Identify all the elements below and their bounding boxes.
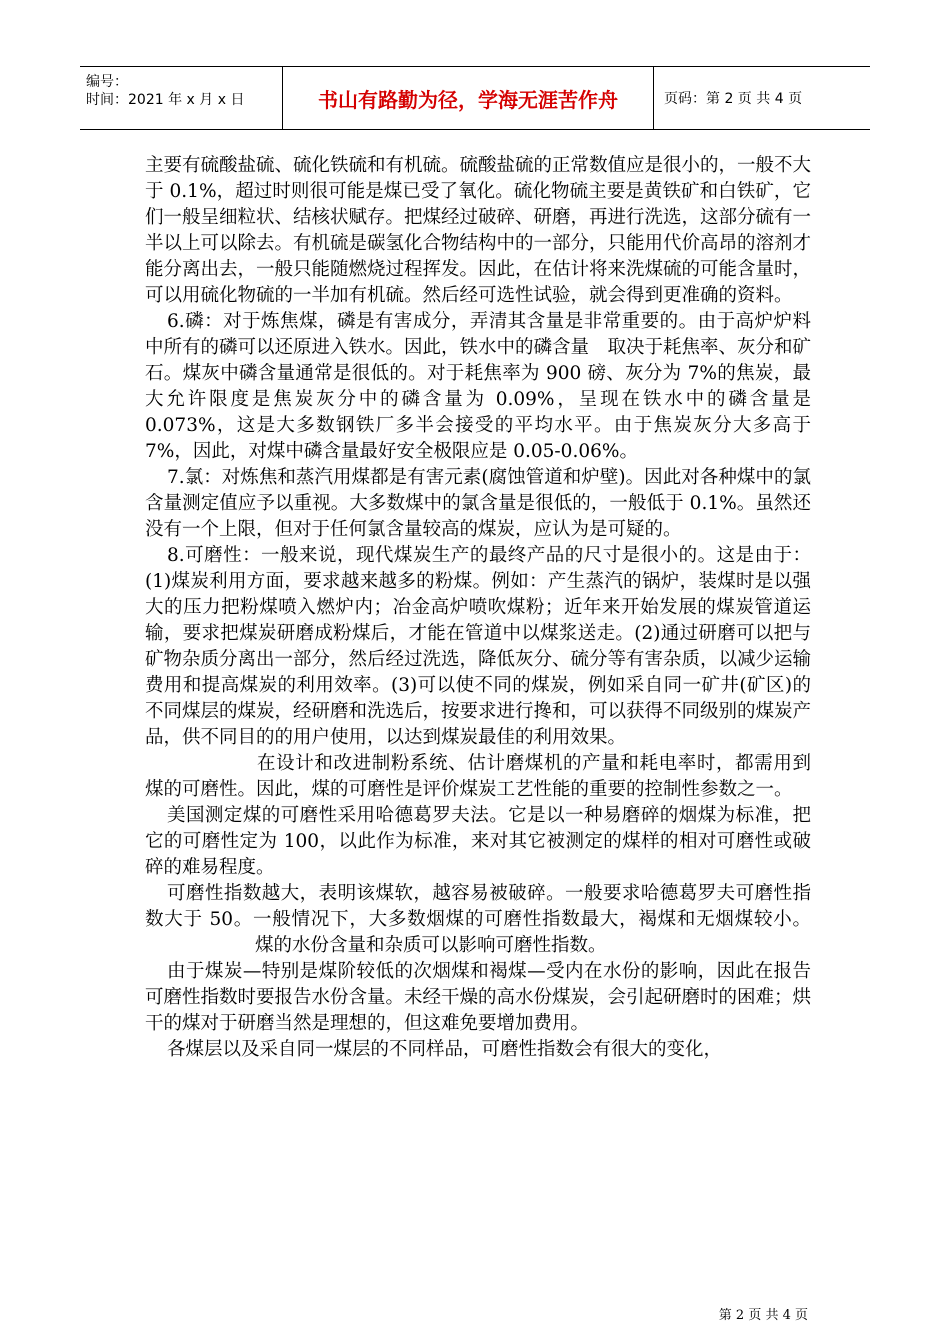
- page-header: [80, 66, 870, 130]
- header-meta: [80, 67, 282, 129]
- paragraph-phosphorus: 6.磷：对于炼焦煤，磷是有害成分，弄清其含量是非常重要的。由于高炉炉料中所有的磷可以还原进入铁水。因此，铁水中的磷含量 取决于耗焦率、灰分和矿石。煤灰中磷含量通常是很低的。对于耗焦率为 900 磅、灰分为 7%的焦炭，最大允许限度是焦炭灰分中的磷含量为 0.09%，呈现在铁水中的磷含量是 0.073%，这是大多数钢铁厂多半会接受的平均水平。由于焦炭灰分大多高于 7%，因此，对煤中磷含量最好安全极限应是 0.05-0.06%。: [145, 311, 812, 462]
- document-body: [145, 153, 811, 1063]
- paragraph-grindability-use: 在设计和改进制粉系统、估计磨煤机的产量和耗电率时，都需用到煤的可磨性。因此，煤的可磨性是评价煤炭工艺性能的重要的控制性参数之一。: [145, 753, 811, 800]
- paragraph-grindability: 8.可磨性：一般来说，现代煤炭生产的最终产品的尺寸是很小的。这是由于：(1)煤炭利用方面，要求越来越多的粉煤。例如：产生蒸汽的锅炉，装煤时是以强大的压力把粉煤喷入燃炉内；冶金高炉喷吹煤粉；近年来开始发展的煤炭管道运输，要求把煤炭研磨成粉煤后，才能在管道中以煤浆送走。(2)通过研磨可以把与矿物杂质分离出一部分，然后经过洗选，降低灰分、硫分等有害杂质，以减少运输费用和提高煤炭的利用效率。(3)可以使不同的煤炭，例如采自同一矿井(矿区)的不同煤层的煤炭，经研磨和洗选后，按要求进行搀和，可以获得不同级别的煤炭产品，供不同目的的用户使用，以达到煤炭最佳的利用效果。: [145, 545, 812, 748]
- number-label: 编号：: [86, 74, 128, 90]
- paragraph-chlorine: 7.氯：对炼焦和蒸汽用煤都是有害元素(腐蚀管道和炉壁)。因此对各种煤中的氯含量测定值应予以重视。大多数煤中的氯含量是很低的，一般低于 0.1%。虽然还没有一个上限，但对于任何氯含量较高的煤炭，应认为是可疑的。: [145, 467, 811, 540]
- header-page-label: 页码：第 2 页 共 4 页: [664, 91, 803, 107]
- paragraph-variation: 各煤层以及采自同一煤层的不同样品，可磨性指数会有很大的变化，: [167, 1039, 723, 1060]
- paragraph-index-text: 可磨性指数越大，表明该煤软，越容易被破碎。一般要求哈德葛罗夫可磨性指数大于 50。一般情况下，大多数烟煤的可磨性指数最大，褐煤和无烟煤较小。: [145, 883, 811, 930]
- paragraph-moisture-text: 煤的水份含量和杂质可以影响可磨性指数。: [255, 935, 607, 956]
- paragraph-sulfur: 主要有硫酸盐硫、硫化铁硫和有机硫。硫酸盐硫的正常数值应是很小的，一般不大于 0.1%，超过时则很可能是煤已受了氧化。硫化物硫主要是黄铁矿和白铁矿，它们一般呈细粒状、结核状赋存。把煤经过破碎、研磨，再进行洗选，这部分硫有一半以上可以除去。有机硫是碳氢化合物结构中的一部分，只能用代价高昂的溶剂才能分离出去，一般只能随燃烧过程挥发。因此，在估计将来洗煤硫的可能含量时，可以用硫化物硫的一半加有机硫。然后经可选性试验，就会得到更准确的资料。: [145, 155, 812, 306]
- time-label: 时间：2021 年 x 月 x 日: [86, 92, 245, 108]
- paragraph-index: [145, 881, 811, 959]
- paragraph-hardgrove: 美国测定煤的可磨性采用哈德葛罗夫法。它是以一种易磨碎的烟煤为标准，把它的可磨性定为 100，以此作为标准，来对其它被测定的煤样的相对可磨性或破碎的难易程度。: [145, 805, 811, 878]
- paragraph-moisture: 由于煤炭—特别是煤阶较低的次烟煤和褐煤—受内在水份的影响，因此在报告可磨性指数时要报告水份含量。未经干燥的高水份煤炭，会引起研磨时的困难；烘干的煤对于研磨当然是理想的，但这难免要增加费用。: [145, 961, 812, 1034]
- page-footer: 第 2 页 共 4 页: [718, 1308, 808, 1323]
- motto: 书山有路勤为径，学海无涯苦作舟: [282, 67, 654, 129]
